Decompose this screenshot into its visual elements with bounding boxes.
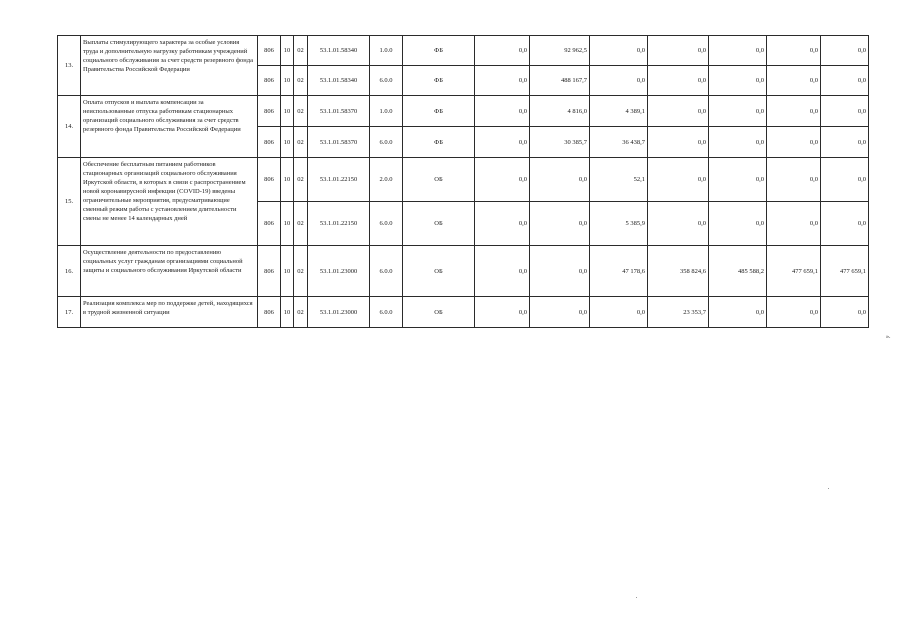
value-cell: 0,0 (475, 202, 530, 246)
value-cell: 0,0 (767, 158, 821, 202)
vr-cell: 6.0.0 (370, 127, 403, 158)
value-cell: 0,0 (475, 246, 530, 297)
row-number: 15. (58, 158, 81, 246)
vr-cell: 1.0.0 (370, 36, 403, 66)
rz-cell: 10 (281, 96, 294, 127)
scan-speck (636, 597, 637, 598)
value-cell: 0,0 (475, 297, 530, 328)
vr-cell: 2.0.0 (370, 158, 403, 202)
value-cell: 0,0 (475, 36, 530, 66)
end-quote-mark: ». (886, 334, 891, 340)
value-cell: 485 588,2 (709, 246, 767, 297)
csr-cell: 53.1.01.23000 (308, 246, 370, 297)
pr-cell: 02 (294, 66, 308, 96)
budget-table (57, 35, 869, 328)
value-cell: 52,1 (590, 158, 648, 202)
row-name: Обеспечение бесплатным питанием работников стационарных организаций социального обслуживания Иркутской области, в которых в связи с распространением новой коронавирусной инфекции (COVID-19) введены ограничительные мероприятия, предусматривающие сменный режим работы с установлением длительности смены не менее 14 календарных дней (81, 158, 258, 246)
csr-cell: 53.1.01.58370 (308, 96, 370, 127)
value-cell: 0,0 (821, 297, 869, 328)
vr-cell: 6.0.0 (370, 246, 403, 297)
table-row (58, 246, 869, 297)
vr-cell: 6.0.0 (370, 66, 403, 96)
value-cell: 0,0 (709, 158, 767, 202)
value-cell: 0,0 (821, 66, 869, 96)
grbs-cell: 806 (258, 127, 281, 158)
grbs-cell: 806 (258, 297, 281, 328)
table-row (58, 297, 869, 328)
value-cell: 23 353,7 (648, 297, 709, 328)
grbs-cell: 806 (258, 66, 281, 96)
value-cell: 0,0 (821, 158, 869, 202)
scan-speck (828, 488, 829, 489)
value-cell: 0,0 (821, 202, 869, 246)
row-name: Оплата отпусков и выплата компенсации за неиспользованные отпуска работникам стационарных организаций социального обслуживания за счет средств резервного фонда Правительства Российской Федерации (81, 96, 258, 158)
value-cell: 0,0 (475, 96, 530, 127)
rz-cell: 10 (281, 297, 294, 328)
source-cell: ОБ (403, 297, 475, 328)
csr-cell: 53.1.01.58340 (308, 36, 370, 66)
value-cell: 0,0 (590, 297, 648, 328)
value-cell: 0,0 (648, 96, 709, 127)
source-cell: ОБ (403, 246, 475, 297)
value-cell: 0,0 (821, 96, 869, 127)
vr-cell: 6.0.0 (370, 297, 403, 328)
value-cell: 0,0 (648, 158, 709, 202)
grbs-cell: 806 (258, 202, 281, 246)
value-cell: 0,0 (475, 66, 530, 96)
value-cell: 0,0 (767, 66, 821, 96)
csr-cell: 53.1.01.58370 (308, 127, 370, 158)
csr-cell: 53.1.01.58340 (308, 66, 370, 96)
source-cell: ФБ (403, 127, 475, 158)
value-cell: 0,0 (648, 202, 709, 246)
source-cell: ОБ (403, 158, 475, 202)
value-cell: 4 389,1 (590, 96, 648, 127)
row-number: 13. (58, 36, 81, 96)
value-cell: 47 178,6 (590, 246, 648, 297)
value-cell: 0,0 (530, 246, 590, 297)
table-row (58, 158, 869, 202)
value-cell: 0,0 (767, 96, 821, 127)
source-cell: ФБ (403, 36, 475, 66)
value-cell: 477 659,1 (821, 246, 869, 297)
value-cell: 358 824,6 (648, 246, 709, 297)
value-cell: 0,0 (648, 36, 709, 66)
value-cell: 0,0 (530, 202, 590, 246)
value-cell: 488 167,7 (530, 66, 590, 96)
row-name: Осуществление деятельности по предоставлению социальных услуг гражданам организациями социальной защиты и социального обслуживания Иркутской области (81, 246, 258, 297)
row-name: Реализация комплекса мер по поддержке детей, находящихся в трудной жизненной ситуации (81, 297, 258, 328)
value-cell: 0,0 (530, 297, 590, 328)
value-cell: 0,0 (709, 202, 767, 246)
value-cell: 0,0 (821, 127, 869, 158)
grbs-cell: 806 (258, 96, 281, 127)
value-cell: 0,0 (530, 158, 590, 202)
value-cell: 0,0 (709, 297, 767, 328)
value-cell: 0,0 (590, 36, 648, 66)
vr-cell: 6.0.0 (370, 202, 403, 246)
csr-cell: 53.1.01.22150 (308, 202, 370, 246)
value-cell: 0,0 (709, 96, 767, 127)
pr-cell: 02 (294, 158, 308, 202)
rz-cell: 10 (281, 158, 294, 202)
csr-cell: 53.1.01.22150 (308, 158, 370, 202)
pr-cell: 02 (294, 246, 308, 297)
value-cell: 0,0 (475, 158, 530, 202)
value-cell: 0,0 (821, 36, 869, 66)
rz-cell: 10 (281, 127, 294, 158)
vr-cell: 1.0.0 (370, 96, 403, 127)
value-cell: 0,0 (475, 127, 530, 158)
row-name: Выплаты стимулирующего характера за особые условия труда и дополнительную нагрузку работникам учреждений социального обслуживания за счет средств резервного фонда Правительства Российской Федерации (81, 36, 258, 96)
table-row (58, 36, 869, 66)
grbs-cell: 806 (258, 158, 281, 202)
grbs-cell: 806 (258, 246, 281, 297)
value-cell: 0,0 (709, 66, 767, 96)
value-cell: 0,0 (648, 66, 709, 96)
value-cell: 36 438,7 (590, 127, 648, 158)
value-cell: 30 385,7 (530, 127, 590, 158)
row-number: 14. (58, 96, 81, 158)
rz-cell: 10 (281, 246, 294, 297)
value-cell: 0,0 (767, 202, 821, 246)
value-cell: 0,0 (767, 36, 821, 66)
value-cell: 0,0 (767, 127, 821, 158)
value-cell: 92 962,5 (530, 36, 590, 66)
pr-cell: 02 (294, 127, 308, 158)
value-cell: 0,0 (648, 127, 709, 158)
row-number: 16. (58, 246, 81, 297)
row-number: 17. (58, 297, 81, 328)
value-cell: 0,0 (709, 127, 767, 158)
value-cell: 5 385,9 (590, 202, 648, 246)
table-row (58, 96, 869, 127)
csr-cell: 53.1.01.23000 (308, 297, 370, 328)
value-cell: 4 816,0 (530, 96, 590, 127)
pr-cell: 02 (294, 36, 308, 66)
rz-cell: 10 (281, 36, 294, 66)
value-cell: 477 659,1 (767, 246, 821, 297)
pr-cell: 02 (294, 202, 308, 246)
source-cell: ФБ (403, 66, 475, 96)
value-cell: 0,0 (709, 36, 767, 66)
grbs-cell: 806 (258, 36, 281, 66)
value-cell: 0,0 (767, 297, 821, 328)
rz-cell: 10 (281, 66, 294, 96)
pr-cell: 02 (294, 96, 308, 127)
pr-cell: 02 (294, 297, 308, 328)
source-cell: ФБ (403, 96, 475, 127)
value-cell: 0,0 (590, 66, 648, 96)
source-cell: ОБ (403, 202, 475, 246)
rz-cell: 10 (281, 202, 294, 246)
